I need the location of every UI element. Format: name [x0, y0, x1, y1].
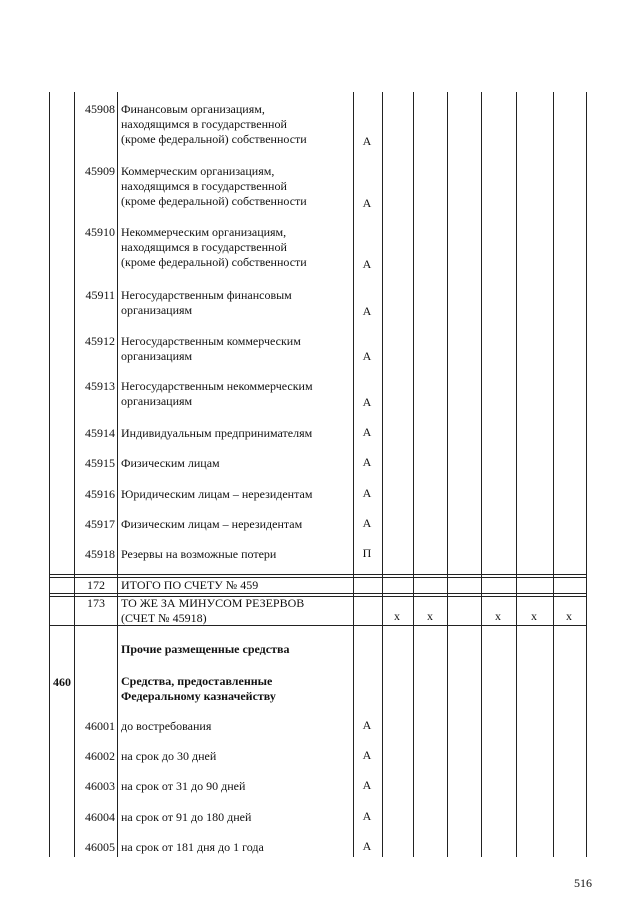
account-type: А: [362, 455, 372, 469]
column-rule: [447, 92, 448, 857]
section-account-number: 460: [53, 675, 71, 689]
account-description: на срок от 181 дня до 1 года: [121, 840, 264, 854]
account-type: А: [362, 304, 372, 318]
account-code: 45909: [85, 164, 115, 178]
empty-cell-mark: х: [566, 609, 572, 623]
account-description: до востребования: [121, 719, 212, 733]
account-description: Резервы на возможные потери: [121, 547, 277, 561]
account-code: 45918: [85, 547, 115, 561]
account-type: П: [362, 546, 372, 560]
account-type: А: [362, 425, 372, 439]
line-code: 172: [87, 578, 105, 592]
account-description: Негосударственным коммерческим организациям: [121, 334, 301, 363]
account-description: Физическим лицам – нерезидентам: [121, 517, 303, 531]
total-description: ТО ЖЕ ЗА МИНУСОМ РЕЗЕРВОВ (СЧЕТ № 45918): [121, 596, 305, 625]
row-rule: [49, 574, 587, 575]
column-rule: [413, 92, 414, 857]
column-rule: [516, 92, 517, 857]
account-type: А: [362, 809, 372, 823]
column-rule: [553, 92, 554, 857]
account-code: 45911: [85, 288, 115, 302]
account-code: 45913: [85, 379, 115, 393]
account-description: на срок до 30 дней: [121, 749, 217, 763]
account-type: А: [362, 778, 372, 792]
account-code: 45908: [85, 102, 115, 116]
account-description: Индивидуальным предпринимателям: [121, 426, 313, 440]
column-rule: [481, 92, 482, 857]
empty-cell-mark: х: [394, 609, 400, 623]
account-type: А: [362, 839, 372, 853]
account-code: 45912: [85, 334, 115, 348]
account-code: 46002: [85, 749, 115, 763]
account-description: Финансовым организациям, находящимся в государственной (кроме федеральной) собственности: [121, 102, 307, 146]
empty-cell-mark: х: [427, 609, 433, 623]
account-code: 46001: [85, 719, 115, 733]
account-type: А: [362, 349, 372, 363]
account-code: 46004: [85, 810, 115, 824]
empty-cell-mark: х: [531, 609, 537, 623]
account-code: 46003: [85, 779, 115, 793]
column-rule: [382, 92, 383, 857]
page-number: 516: [574, 876, 592, 890]
account-code: 46005: [85, 840, 115, 854]
account-type: А: [362, 395, 372, 409]
account-type: А: [362, 718, 372, 732]
account-code: 45917: [85, 517, 115, 531]
column-rule: [74, 92, 75, 857]
line-code: 173: [87, 596, 105, 610]
account-code: 45914: [85, 426, 115, 440]
row-rule: [49, 593, 587, 594]
account-code: 45916: [85, 487, 115, 501]
account-description: на срок от 31 до 90 дней: [121, 779, 246, 793]
section-subheading: Средства, предоставленные Федеральному казначейству: [121, 674, 276, 703]
account-type: А: [362, 257, 372, 271]
account-description: Физическим лицам: [121, 456, 220, 470]
account-description: Юридическим лицам – нерезидентам: [121, 487, 313, 501]
account-type: А: [362, 196, 372, 210]
account-description: на срок от 91 до 180 дней: [121, 810, 252, 824]
account-type: А: [362, 486, 372, 500]
section-heading: Прочие размещенные средства: [121, 642, 290, 656]
account-type: А: [362, 748, 372, 762]
account-code: 45915: [85, 456, 115, 470]
account-type: А: [362, 134, 372, 148]
account-description: Негосударственным некоммерческим организациям: [121, 379, 313, 408]
account-description: Некоммерческим организациям, находящимся в государственной (кроме федеральной) собственности: [121, 225, 307, 269]
column-rule: [49, 92, 50, 857]
empty-cell-mark: х: [495, 609, 501, 623]
column-rule: [353, 92, 354, 857]
account-code: 45910: [85, 225, 115, 239]
column-rule: [586, 92, 587, 857]
account-description: Негосударственным финансовым организациям: [121, 288, 292, 317]
total-description: ИТОГО ПО СЧЕТУ № 459: [121, 578, 259, 592]
account-type: А: [362, 516, 372, 530]
column-rule: [117, 92, 118, 857]
account-description: Коммерческим организациям, находящимся в государственной (кроме федеральной) собственности: [121, 164, 307, 208]
